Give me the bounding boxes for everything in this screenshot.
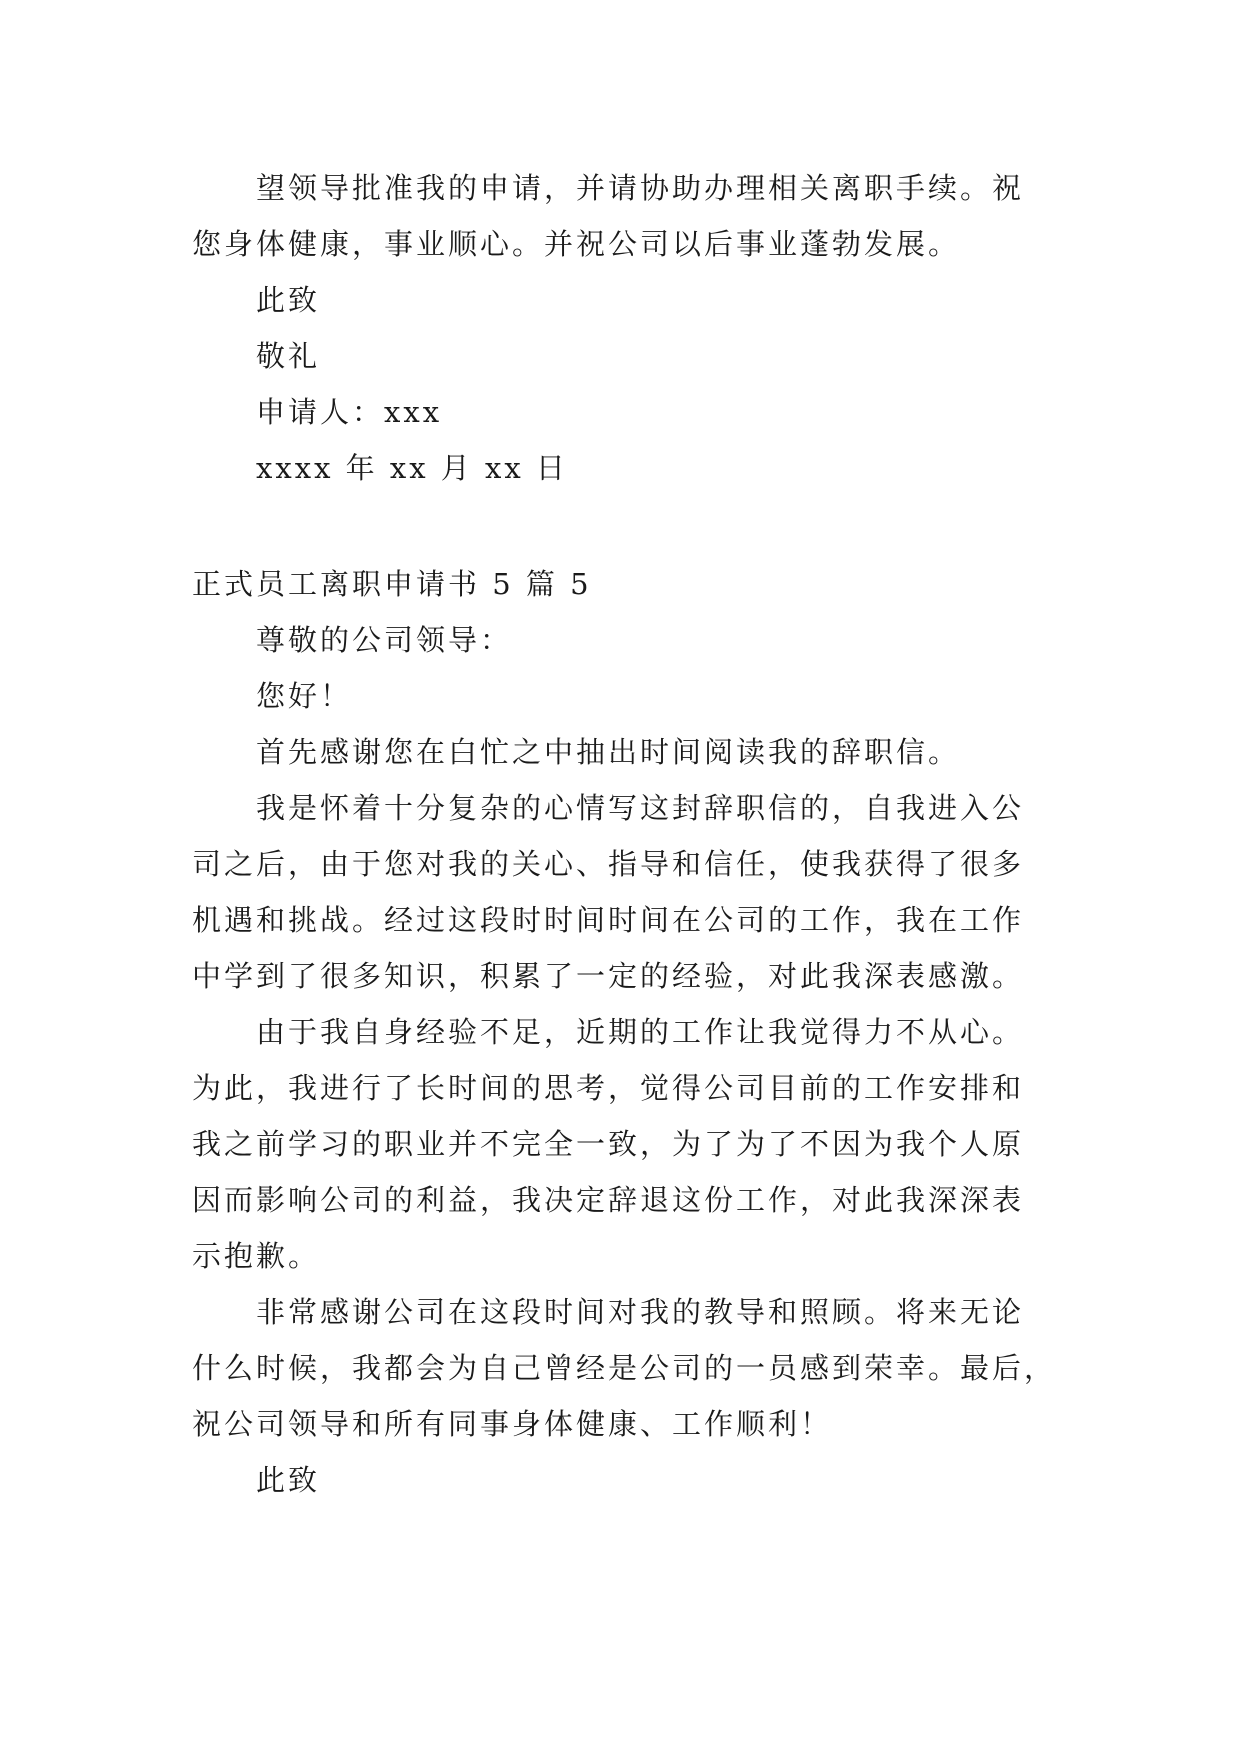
paragraph-line: 首先感谢您在白忙之中抽出时间阅读我的辞职信。 — [256, 735, 961, 769]
document-body — [192, 0, 1057, 1754]
paragraph-line: 非常感谢公司在这段时间对我的教导和照顾。将来无论 — [256, 1295, 1025, 1329]
paragraph-line: 由于我自身经验不足，近期的工作让我觉得力不从心。 — [256, 1015, 1025, 1049]
paragraph-line: 中学到了很多知识，积累了一定的经验，对此我深表感激。 — [192, 959, 1025, 993]
salutation: 尊敬的公司领导： — [256, 623, 513, 657]
paragraph-line: 我之前学习的职业并不完全一致，为了为了不因为我个人原 — [192, 1127, 1025, 1161]
paragraph-line: 机遇和挑战。经过这段时时间时间在公司的工作，我在工作 — [192, 903, 1025, 937]
paragraph-line: 因而影响公司的利益，我决定辞退这份工作，对此我深深表 — [192, 1183, 1025, 1217]
closing-line: 此致 — [256, 1463, 321, 1497]
paragraph-line: 为此，我进行了长时间的思考，觉得公司目前的工作安排和 — [192, 1071, 1025, 1105]
paragraph-line: 我是怀着十分复杂的心情写这封辞职信的，自我进入公 — [256, 791, 1025, 825]
paragraph-line: 祝公司领导和所有同事身体健康、工作顺利！ — [192, 1407, 833, 1441]
date-line: xxxx 年 xx 月 xx 日 — [256, 451, 568, 485]
closing-line: 此致 — [256, 283, 321, 317]
greeting: 您好！ — [256, 679, 353, 713]
section-heading: 正式员工离职申请书 5 篇 5 — [192, 567, 592, 601]
paragraph-line: 示抱歉。 — [192, 1239, 321, 1273]
paragraph-line: 司之后，由于您对我的关心、指导和信任，使我获得了很多 — [192, 847, 1025, 881]
paragraph-line: 您身体健康，事业顺心。并祝公司以后事业蓬勃发展。 — [192, 227, 961, 261]
paragraph-line: 望领导批准我的申请，并请协助办理相关离职手续。祝 — [256, 171, 1025, 205]
closing-line: 敬礼 — [256, 339, 321, 373]
applicant-line: 申请人：xxx — [256, 395, 443, 429]
paragraph-line: 什么时候，我都会为自己曾经是公司的一员感到荣幸。最后， — [192, 1351, 1057, 1385]
